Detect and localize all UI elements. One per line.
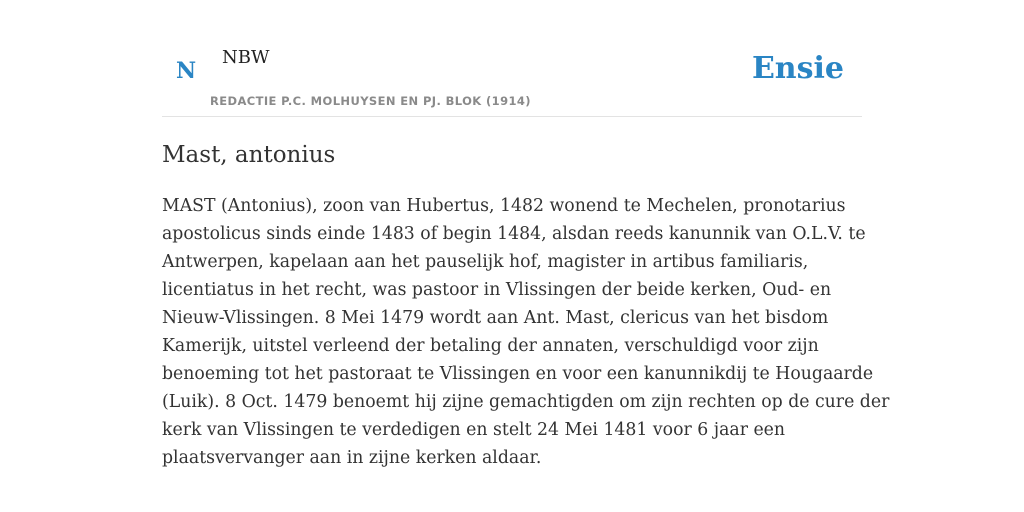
ensie-logo-link[interactable]: Ensie xyxy=(751,51,844,86)
source-name-link[interactable]: NBW xyxy=(222,47,270,68)
article-body-line: MAST (Antonius), zoon van Hubertus, 1482 wonend te Mechelen, pronotarius xyxy=(162,196,846,216)
article-body-line: Kamerijk, uitstel verleend der betaling der annaten, verschuldigd voor zijn xyxy=(162,336,819,356)
article-body-line: Antwerpen, kapelaan aan het pauselijk hof, magister in artibus familiaris, xyxy=(162,252,809,272)
source-editors: REDACTIE P.C. MOLHUYSEN EN PJ. BLOK (1914) xyxy=(210,94,531,108)
article-body-line: Nieuw-Vlissingen. 8 Mei 1479 wordt aan Ant. Mast, clericus van het bisdom xyxy=(162,308,829,328)
article-body-line: apostolicus sinds einde 1483 of begin 1484, alsdan reeds kanunnik van O.L.V. te xyxy=(162,224,866,244)
article-body xyxy=(162,192,890,472)
article-body-line: kerk van Vlissingen te verdedigen en stelt 24 Mei 1481 voor 6 jaar een xyxy=(162,420,786,440)
article-body-line: licentiatus in het recht, was pastoor in Vlissingen der beide kerken, Oud- en xyxy=(162,280,832,300)
article-body-line: (Luik). 8 Oct. 1479 benoemt hij zijne gemachtigden om zijn rechten op de cure der xyxy=(162,392,890,412)
article-body-line: plaatsvervanger aan in zijne kerken aldaar. xyxy=(162,448,542,468)
source-logo[interactable]: N xyxy=(176,58,197,84)
article-body-line: benoeming tot het pastoraat te Vlissingen en voor een kanunnikdij te Hougaarde xyxy=(162,364,874,384)
article-title: Mast, antonius xyxy=(162,142,336,168)
source-header xyxy=(162,0,862,117)
